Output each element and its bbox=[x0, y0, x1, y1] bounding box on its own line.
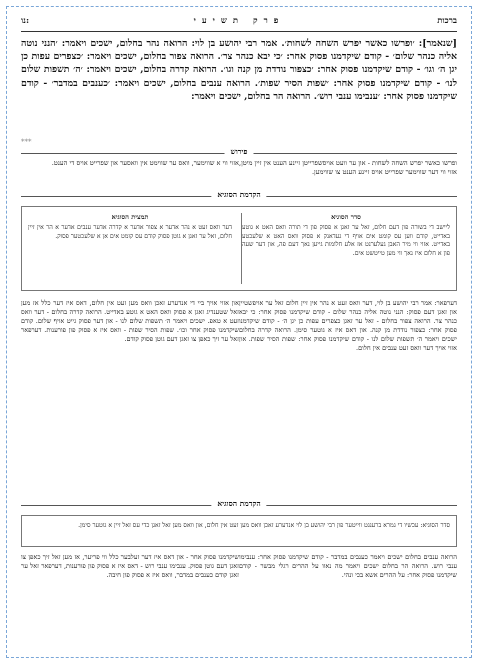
tamtzis-text: דער וואס זעט א נהר אדער א צפור אדער א קדרה אדער ענבים אדער א הר אין זיין חלום, זאל ער זאגן א גוטן פסוק קודם עס קומט אים אן א שלעכטער פסוק. bbox=[28, 224, 232, 240]
pirush-divider bbox=[21, 147, 457, 159]
header-rule bbox=[21, 31, 457, 32]
tractate-name: ברכות bbox=[437, 16, 457, 26]
seder-hasugya bbox=[242, 213, 450, 258]
hakdama-box bbox=[21, 206, 457, 291]
box-separator bbox=[241, 213, 242, 284]
page-frame bbox=[6, 6, 472, 658]
hakdama-label: הקדמת הסוגיא bbox=[211, 190, 266, 199]
seder-title: סדר הסוגיא bbox=[331, 213, 361, 221]
pirush-column-right: ופרשו כאשר יפרש השחה לשחות - און ער וועט אויסשפרייטן זיינע הענט אין זיין מיטן, אזוי ווי דער שווימער שפרייט אויס זיינע הענט צו שווימען. bbox=[239, 159, 457, 176]
explanation2-column-left: שיקדמנו פסוק אחר - און דאס איז דער זעלבער כלל ווי פריער, אז מען זאל זיך כאפן צו זאגן דעם גוטן פסוק. ענבימו ענבי רוש - דאס איז א פסוק פון פורענות, דערפאר זאל ער זאגן קודם כענבים במדבר, וואס איז א פסוק פון חיבה. bbox=[21, 553, 239, 580]
box2-text: סדר הסוגיא: עכשיו די גמרא ברענגט ווייטער פון רבי יהושע בן לוי אנדערע זאכן וואס מען זעט אין חלום, און וואס מען זאל זאגן כדי עס זאל זיין א גוטער סימן. bbox=[78, 522, 450, 529]
explanation-column-right: דערפאר: אמר רבי יהושע בן לוי, דער וואס זעט א נהר אין זיין חלום זאל ער אויפשטיין און זאגן דעם פסוק: הנני נוטה אליה כנהר שלום - קודם שיקדמנו פסוק אחר: כי יבא כנהר צר. הרואה צפור בחלום - זאל ער זאגן כצפרים עפות כן יגן ה׳ - קודם שיקדמנו פסוק אחר: כצפור נודדת מן קנה. און דאס איז א גוטער סימן. הרואה קדרה בחלום ישכים ויאמר ה׳ תשפות שלום לנו - קודם שיקדמנו פסוק אחר: שפות הסיר שפות. און אזוי אויך דער וואס זעט ענבים אין חלום. bbox=[239, 299, 457, 353]
chapter-name: פרק תשיעי bbox=[193, 16, 285, 26]
pirush-column-left: אזוי ווי א שווימער, וואס ער שווימט אין וואסער און שפרייט אויס די הענט. bbox=[51, 159, 239, 167]
explanation-column-left: און אזוי אויך ביי די אנדערע זאכן וואס מען זעט אין חלום, דאס איז דער כלל אז מען זאל שטענדיג זאגן א פסוק וואס האט א גוטע באדייט. הרואה קדרה בחלום - דער וואס זעט א טאפ. ישכים ויאמר ה׳ תשפות שלום לנו - און דער פסוק גייט אויף שלום. קודם שיקדמנו פסוק אחר וכו׳. שפות הסיר שפות - וואס איז א פסוק פון פורענות. דערפאר זאל ער זיך כאפן צו זאגן דעם גוטן פסוק קודם. bbox=[21, 299, 239, 344]
gemara-text: [שנאמר]: ׳ופרשו כאשר יפרש השחה לשחות׳. אמר רבי יהושע בן לוי: הרואה נהר בחלום, ישכים ויאמר: ׳הנני נוטה אליה כנהר שלום׳ - קודם שיקדמנו פסוק אחר: ׳כי יבא כנהר צר׳. הרואה צפור בחלום, ישכים ויאמר: ׳כצפרים עפות כן יגן ה׳ וגו׳ - קודם שיקדמנו פסוק אחר: ׳כצפור נודדת מן קנה וגו׳. הרואה קדרה בחלום, ישכים ויאמר: ׳ה׳ תשפות שלום לנו׳ - קודם שיקדמנו פסוק אחר: ׳שפות הסיר שפות׳. הרואה ענבים בחלום, ישכים ויאמר: ׳כענבים במדבר׳ - קודם שיקדמנו פסוק אחר: ׳ענבימו ענבי רוש׳. הרואה הר בחלום, ישכים ויאמר: bbox=[21, 38, 457, 102]
tamtzis-hasugya bbox=[28, 213, 232, 241]
page-content bbox=[21, 7, 457, 657]
hakdama-label-2: הקדמת הסוגיא bbox=[211, 499, 266, 508]
page-header bbox=[21, 15, 457, 29]
explanation2-column-right: הרואה ענבים בחלום ישכים ויאמר כענבים במדבר - קודם שיקדמנו פסוק אחר: ענבימו ענבי רוש. הרואה הר בחלום ישכים ויאמר מה נאוו על ההרים רגלי מבשר - קודם שיקדמנו פסוק אחר: על ההרים אשא בכי ונהי. bbox=[239, 553, 457, 580]
section-marker: *** bbox=[21, 138, 32, 146]
hakdama-box-2 bbox=[21, 515, 457, 547]
hakdama-divider bbox=[21, 190, 457, 202]
seder-text: ליישב די בשורה פון דעם חלום, זאל ער זאגן א פסוק פון די תורה וואס האט א גוטע באדייט, קודם ווען עס קומט אים אויף די געדאנק א פסוק וואס האט א שלעכטע באדייט. אזוי ווי מיר האבן געלערנט אז אלע חלומות גייען נאך דעם פה, און דער שעה פון א חלום איז נאך ווי מען טייטשט אים. bbox=[242, 224, 450, 257]
pirush-label: פירוש bbox=[225, 147, 254, 156]
tamtzis-title: תמצית הסוגיא bbox=[111, 213, 149, 221]
folio-number: נו: bbox=[21, 16, 30, 26]
hakdama-divider-2 bbox=[21, 499, 457, 511]
